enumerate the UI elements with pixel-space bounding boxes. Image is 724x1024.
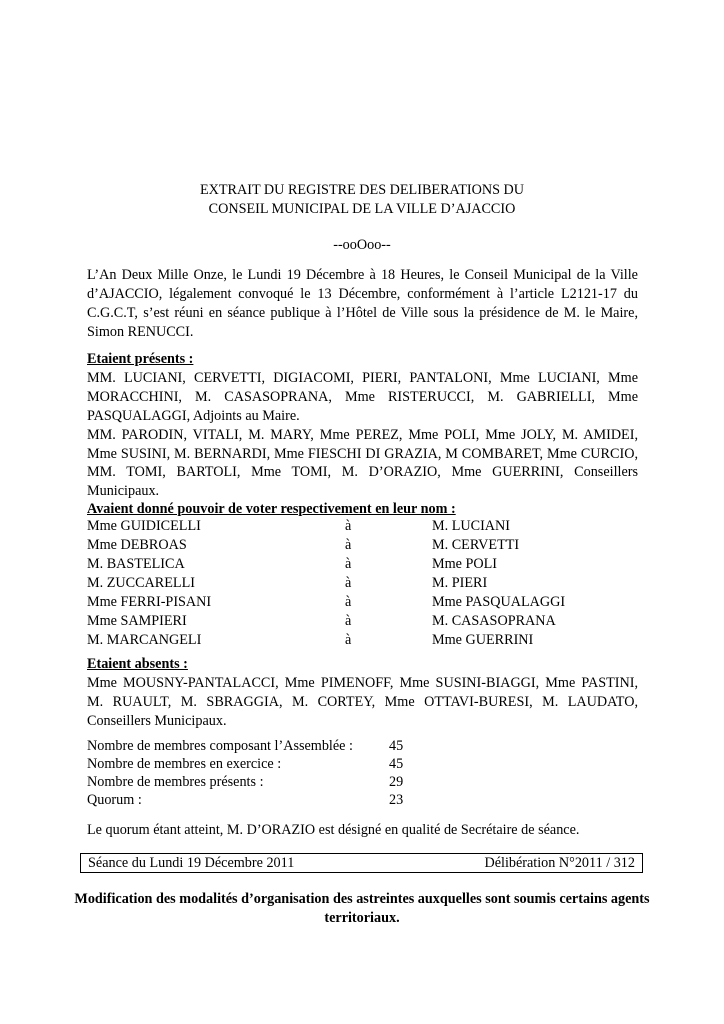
present-conseillers: MM. PARODIN, VITALI, M. MARY, Mme PEREZ, Mme POLI, Mme JOLY, M. AMIDEI, Mme SUSINI, M. BERNARDI, Mme FIESCHI DI GRAZIA, M COMBARET, Mme CURCIO, MM. TOMI, BARTOLI, Mme TOMI, M. D’ORAZIO, Mme GUERRINI, Conseillers Municipaux.	[87, 426, 638, 500]
stat-row	[87, 737, 487, 756]
proxy-row	[87, 631, 638, 650]
proxy-row	[87, 612, 638, 631]
proxy-to: M. PIERI	[432, 575, 488, 591]
proxy-to: M. CASASOPRANA	[432, 613, 556, 629]
stat-value: 45	[389, 738, 404, 754]
absent-heading: Etaient absents :	[87, 656, 188, 672]
proxy-to-word: à	[345, 594, 352, 610]
proxy-to-word: à	[345, 575, 352, 591]
deliberation-number: Délibération N°2011 / 312	[484, 855, 635, 871]
absent-text: Mme MOUSNY-PANTALACCI, Mme PIMENOFF, Mme SUSINI-BIAGGI, Mme PASTINI, M. RUAULT, M. SBRAGGIA, M. CORTEY, Mme OTTAVI-BURESI, M. LAUDATO, Conseillers Municipaux.	[87, 674, 638, 729]
quorum-text: Le quorum étant atteint, M. D’ORAZIO est désigné en qualité de Secrétaire de séance.	[87, 822, 580, 838]
intro-text: L’An Deux Mille Onze, le Lundi 19 Décembre à 18 Heures, le Conseil Municipal de la Ville d’AJACCIO, légalement convoqué le 13 Décembre, conformément à l’article L2121-17 du C.G.C.T, s’est réuni en séance publique à l’Hôtel de Ville sous la présidence de M. le Maire, Simon RENUCCI.	[87, 267, 638, 340]
proxy-row	[87, 517, 638, 536]
stat-label: Quorum :	[87, 792, 142, 808]
stat-label: Nombre de membres présents :	[87, 774, 264, 790]
proxy-to-word: à	[345, 632, 352, 648]
stat-value: 29	[389, 774, 404, 790]
proxy-to-word: à	[345, 537, 352, 553]
proxy-to-word: à	[345, 613, 352, 629]
present-adjoints: MM. LUCIANI, CERVETTI, DIGIACOMI, PIERI, PANTALONI, Mme LUCIANI, Mme MORACCHINI, M. CASASOPRANA, Mme RISTERUCCI, M. GABRIELLI, Mme PASQUALAGGI, Adjoints au Maire.	[87, 369, 638, 424]
stat-value: 45	[389, 756, 404, 772]
proxy-to-word: à	[345, 556, 352, 572]
document-title-line1: EXTRAIT DU REGISTRE DES DELIBERATIONS DU	[199, 182, 525, 198]
stat-label: Nombre de membres en exercice :	[87, 756, 282, 772]
intro-paragraph	[87, 266, 638, 342]
proxy-row	[87, 593, 638, 612]
stat-label: Nombre de membres composant l’Assemblée :	[87, 738, 353, 754]
deliberation-subject: Modification des modalités d’organisation des astreintes auxquelles sont soumis certains agents territoriaux.	[74, 891, 650, 926]
absent-section	[87, 655, 638, 731]
document-title-line2: CONSEIL MUNICIPAL DE LA VILLE D’AJACCIO	[208, 201, 516, 217]
stat-row	[87, 791, 487, 810]
title-separator: --ooOoo--	[333, 237, 391, 253]
proxies-heading: Avaient donné pouvoir de voter respectivement en leur nom :	[87, 501, 456, 517]
proxy-from: M. ZUCCARELLI	[87, 575, 195, 591]
stat-row	[87, 773, 487, 792]
proxy-to: Mme POLI	[432, 556, 498, 572]
stat-value: 23	[389, 792, 404, 808]
session-box	[80, 853, 643, 873]
session-date: Séance du Lundi 19 Décembre 2011	[88, 855, 295, 871]
proxy-to: M. CERVETTI	[432, 537, 520, 553]
quorum-paragraph	[87, 821, 638, 840]
proxy-to: Mme PASQUALAGGI	[432, 594, 566, 610]
proxy-row	[87, 536, 638, 555]
proxy-from: Mme DEBROAS	[87, 537, 187, 553]
proxy-to: M. LUCIANI	[432, 518, 511, 534]
proxy-row	[87, 555, 638, 574]
proxy-row	[87, 574, 638, 593]
present-section	[87, 350, 638, 501]
proxy-from: Mme SAMPIERI	[87, 613, 187, 629]
proxy-from: M. BASTELICA	[87, 556, 185, 572]
present-heading: Etaient présents :	[87, 351, 194, 367]
proxy-from: M. MARCANGELI	[87, 632, 202, 648]
proxy-from: Mme FERRI-PISANI	[87, 594, 212, 610]
proxy-to-word: à	[345, 518, 352, 534]
proxy-from: Mme GUIDICELLI	[87, 518, 201, 534]
stat-row	[87, 755, 487, 774]
proxy-to: Mme GUERRINI	[432, 632, 534, 648]
